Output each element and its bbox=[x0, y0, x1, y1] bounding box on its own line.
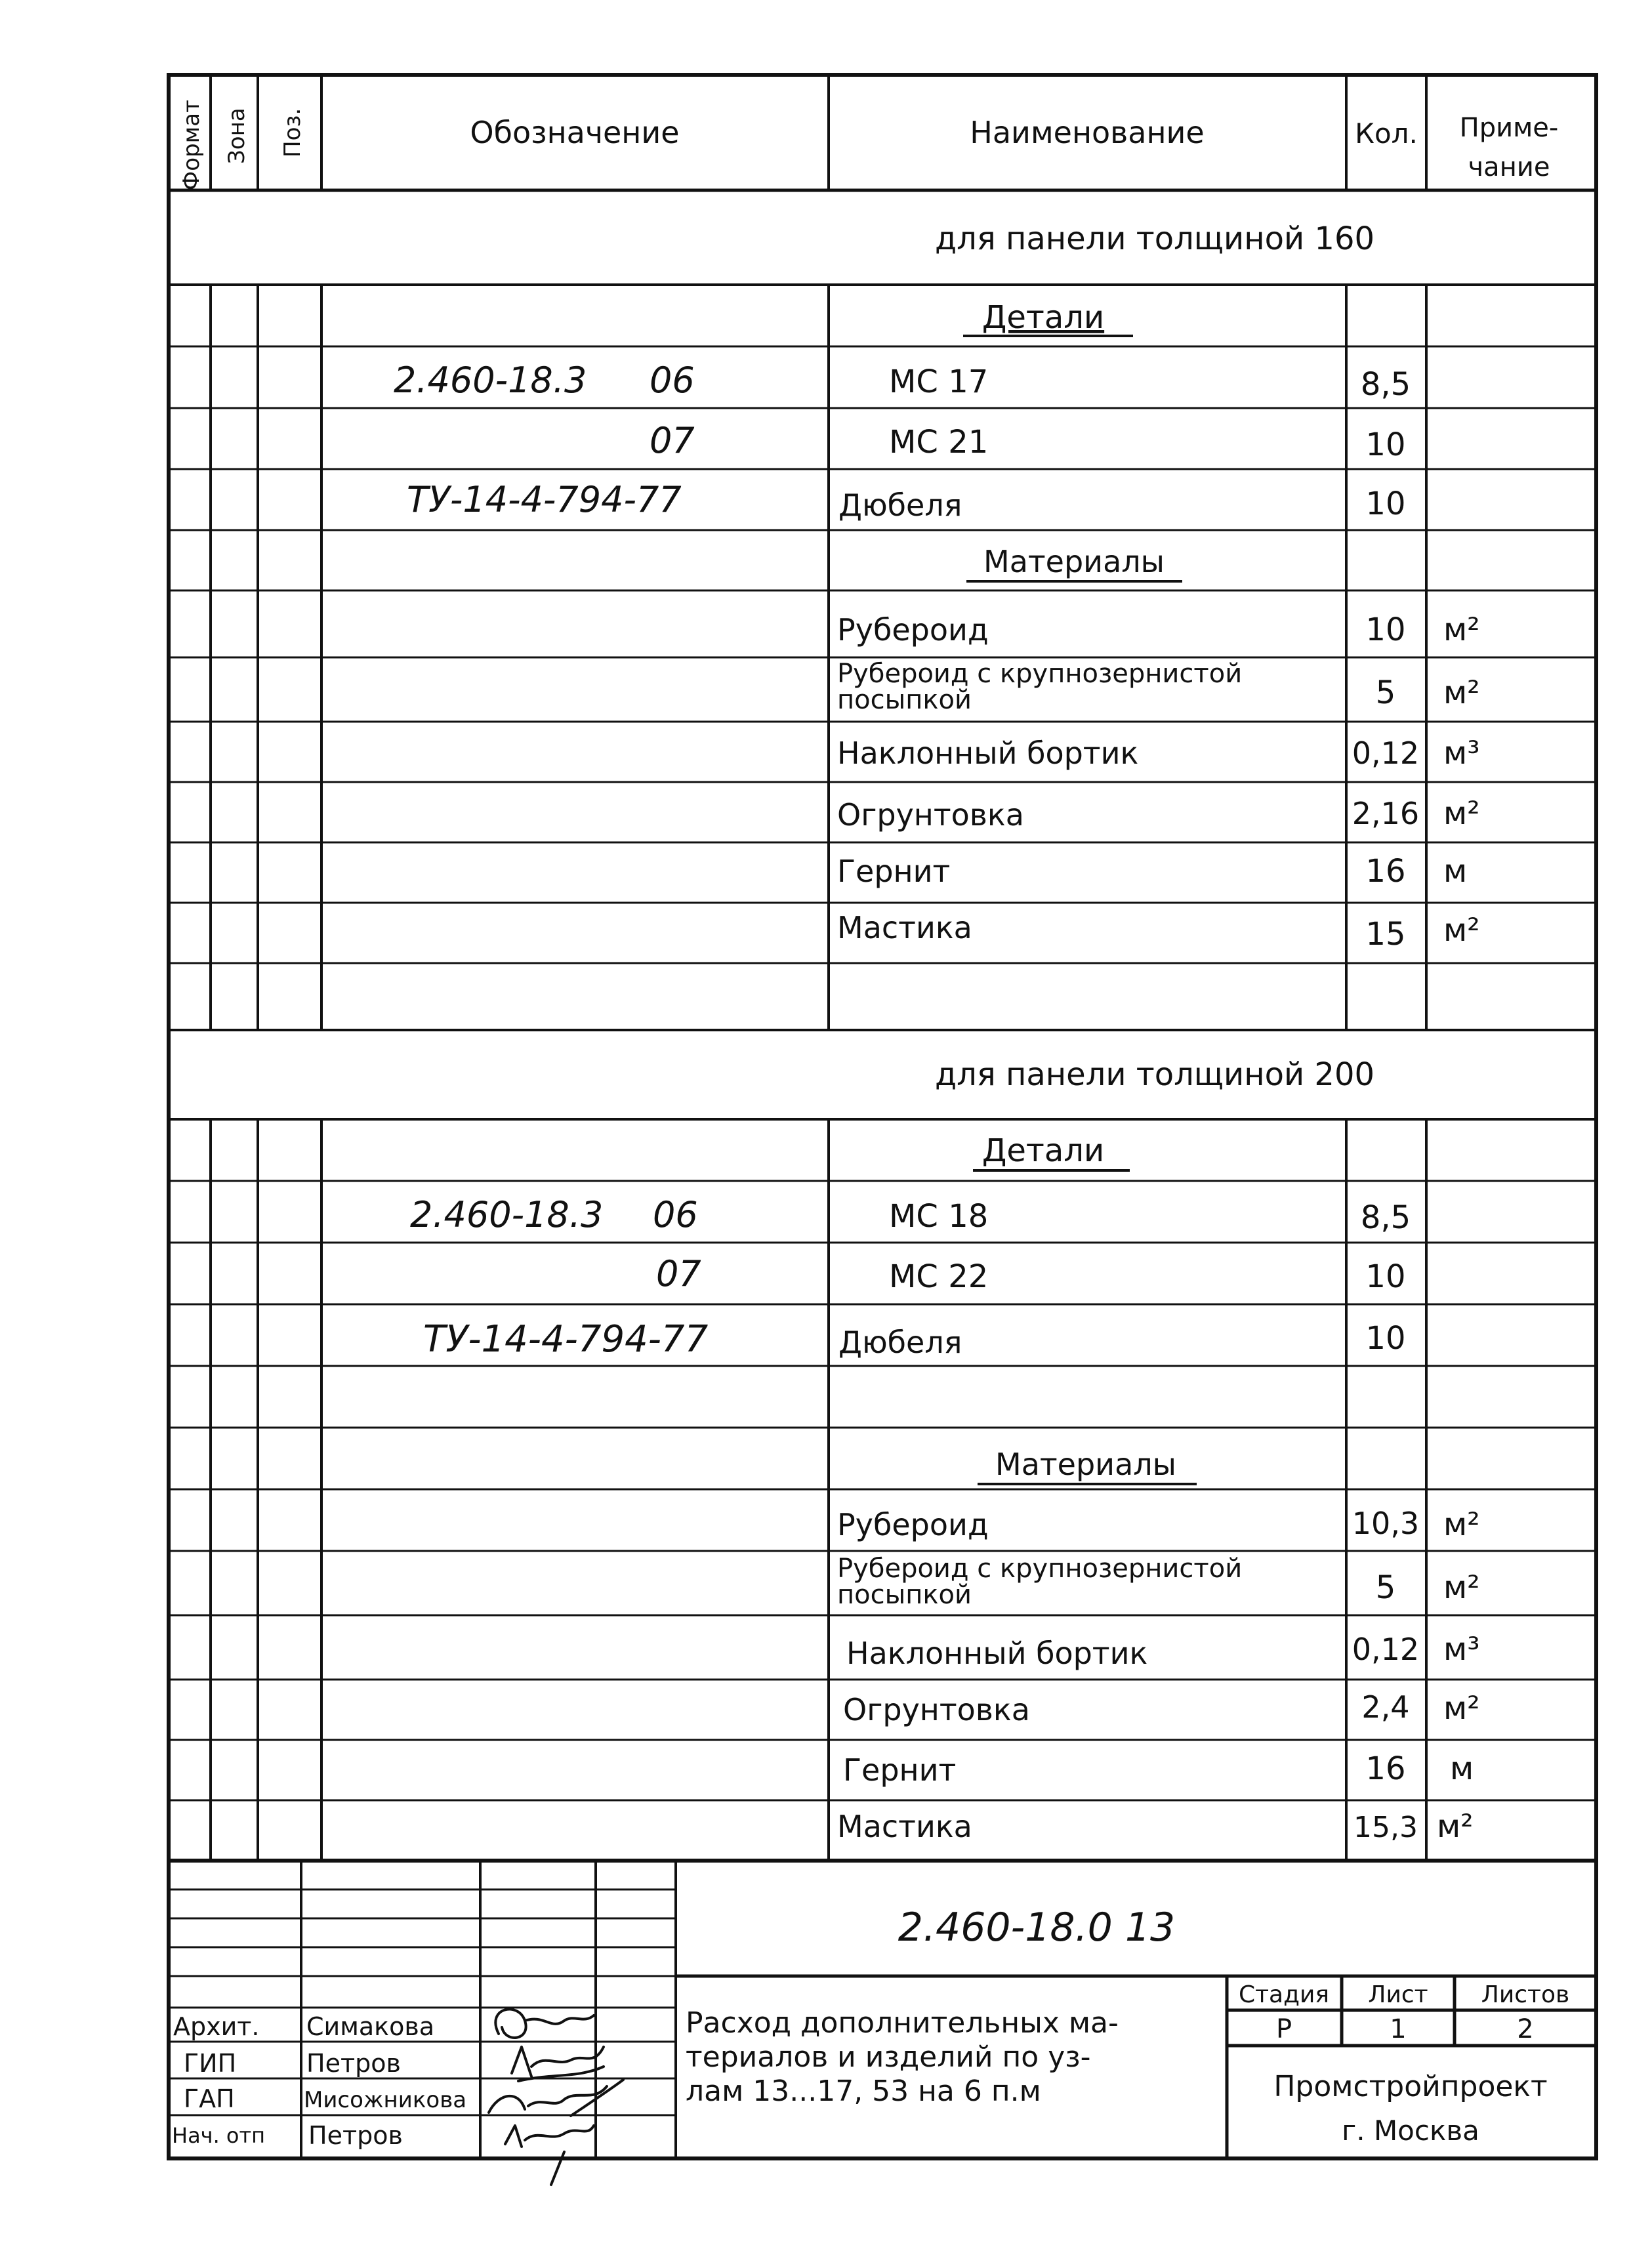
signature-mark bbox=[505, 2126, 594, 2185]
section-panel-200 bbox=[410, 1056, 1479, 1845]
header-kol: Кол. bbox=[1355, 117, 1418, 150]
detail-code: 07 bbox=[656, 1253, 701, 1294]
list-label: Лист bbox=[1368, 1981, 1428, 2008]
header-primechanie-2: чание bbox=[1468, 152, 1550, 182]
details-heading: Детали bbox=[981, 299, 1105, 336]
material-name: Рубероид с крупнозернистой bbox=[837, 1554, 1243, 1584]
materials-heading: Материалы bbox=[995, 1447, 1176, 1482]
detail-qty: 10 bbox=[1365, 485, 1406, 522]
material-name: Наклонный бортик bbox=[846, 1636, 1148, 1671]
material-qty: 5 bbox=[1375, 1569, 1396, 1606]
material-name: Рубероид bbox=[837, 612, 989, 648]
detail-qty: 8,5 bbox=[1360, 366, 1411, 403]
material-qty: 15 bbox=[1365, 916, 1406, 953]
material-unit: м³ bbox=[1443, 1631, 1480, 1668]
signature-name: Мисожникова bbox=[304, 2087, 467, 2113]
detail-qty: 8,5 bbox=[1360, 1199, 1411, 1236]
detail-code: 06 bbox=[650, 360, 695, 401]
material-qty: 0,12 bbox=[1352, 735, 1420, 771]
material-qty: 2,4 bbox=[1361, 1689, 1410, 1725]
material-name-2: посыпкой bbox=[837, 685, 972, 715]
header-format: Формат bbox=[178, 100, 205, 190]
organization-name: Промстройпроект bbox=[1273, 2070, 1548, 2103]
material-qty: 0,12 bbox=[1352, 1632, 1420, 1667]
detail-name: МС 21 bbox=[889, 424, 989, 461]
material-name-2: посыпкой bbox=[837, 1580, 972, 1610]
detail-code: 07 bbox=[650, 420, 695, 461]
signature-mark bbox=[495, 2010, 594, 2038]
signature-name: Петров bbox=[306, 2049, 401, 2078]
material-name: Гернит bbox=[843, 1752, 957, 1788]
material-unit: м² bbox=[1443, 674, 1480, 711]
detail-oboz: 2.460-18.3 bbox=[410, 1194, 604, 1235]
material-name: Наклонный бортик bbox=[837, 735, 1139, 771]
material-qty: 16 bbox=[1365, 853, 1406, 890]
detail-oboz: ТУ-14-4-794-77 bbox=[407, 479, 682, 520]
section-title: для панели толщиной 200 bbox=[934, 1056, 1375, 1093]
listov-value: 2 bbox=[1517, 2014, 1534, 2044]
material-unit: м² bbox=[1443, 1506, 1480, 1543]
listov-label: Листов bbox=[1481, 1981, 1570, 2008]
signature-name: Петров bbox=[308, 2121, 403, 2150]
material-unit: м² bbox=[1443, 912, 1480, 949]
detail-name: МС 17 bbox=[889, 363, 989, 400]
signature-role: ГАП bbox=[184, 2084, 235, 2113]
detail-name: Дюбеля bbox=[838, 487, 962, 523]
material-name: Рубероид bbox=[837, 1507, 989, 1542]
list-value: 1 bbox=[1390, 2014, 1407, 2044]
table-header bbox=[178, 100, 1558, 190]
detail-code: 06 bbox=[653, 1194, 698, 1235]
material-unit: м² bbox=[1443, 1690, 1480, 1727]
material-name: Мастика bbox=[837, 910, 972, 945]
signature-role: Нач. отп bbox=[172, 2123, 266, 2148]
document-title-line-1: Расход дополнительных ма- bbox=[686, 2006, 1119, 2040]
detail-oboz: 2.460-18.3 bbox=[394, 360, 587, 401]
material-unit: м² bbox=[1443, 1569, 1480, 1606]
materials-heading: Материалы bbox=[983, 544, 1165, 579]
material-name: Огрунтовка bbox=[843, 1692, 1030, 1727]
header-oboznachenie: Обозначение bbox=[470, 115, 680, 150]
material-unit: м bbox=[1443, 853, 1468, 890]
stadiya-label: Стадия bbox=[1238, 1981, 1330, 2008]
material-unit: м bbox=[1450, 1750, 1474, 1787]
header-zona: Зона bbox=[224, 108, 250, 164]
material-qty: 15,3 bbox=[1353, 1811, 1418, 1844]
stadiya-value: Р bbox=[1275, 2014, 1292, 2044]
signature-role: ГИП bbox=[184, 2049, 237, 2078]
material-qty: 16 bbox=[1365, 1750, 1406, 1787]
header-poz: Поз. bbox=[279, 108, 306, 157]
material-qty: 5 bbox=[1375, 674, 1396, 711]
section-title: для панели толщиной 160 bbox=[934, 220, 1375, 257]
material-qty: 10 bbox=[1365, 611, 1406, 648]
detail-oboz: ТУ-14-4-794-77 bbox=[423, 1318, 709, 1361]
document-code: 2.460-18.0 13 bbox=[898, 1905, 1176, 1950]
document-title-line-2: териалов и изделий по уз- bbox=[686, 2040, 1091, 2074]
detail-qty: 10 bbox=[1365, 426, 1406, 463]
material-qty: 2,16 bbox=[1352, 796, 1420, 831]
detail-name: МС 22 bbox=[889, 1258, 989, 1295]
header-naimenovanie: Наименование bbox=[970, 115, 1205, 150]
header-primechanie-1: Приме- bbox=[1459, 113, 1559, 143]
material-qty: 10,3 bbox=[1352, 1506, 1420, 1541]
details-heading: Детали bbox=[981, 1132, 1105, 1169]
detail-qty: 10 bbox=[1365, 1258, 1406, 1295]
detail-name: Дюбеля bbox=[838, 1325, 962, 1360]
organization-city: г. Москва bbox=[1342, 2115, 1479, 2147]
material-name: Мастика bbox=[837, 1809, 972, 1844]
material-unit: м² bbox=[1443, 795, 1480, 832]
material-name: Огрунтовка bbox=[837, 797, 1024, 833]
material-name: Рубероид с крупнозернистой bbox=[837, 659, 1243, 689]
detail-qty: 10 bbox=[1365, 1320, 1406, 1357]
material-unit: м² bbox=[1443, 611, 1480, 648]
detail-name: МС 18 bbox=[889, 1198, 989, 1235]
signature-role: Архит. bbox=[173, 2012, 260, 2041]
document-title-line-3: лам 13...17, 53 на 6 п.м bbox=[686, 2074, 1041, 2108]
material-name: Гернит bbox=[837, 854, 951, 889]
signature-mark bbox=[489, 2080, 623, 2116]
signature-mark bbox=[512, 2047, 604, 2081]
material-unit: м³ bbox=[1443, 735, 1480, 772]
signature-name: Симакова bbox=[306, 2012, 435, 2041]
material-unit: м² bbox=[1437, 1808, 1474, 1845]
